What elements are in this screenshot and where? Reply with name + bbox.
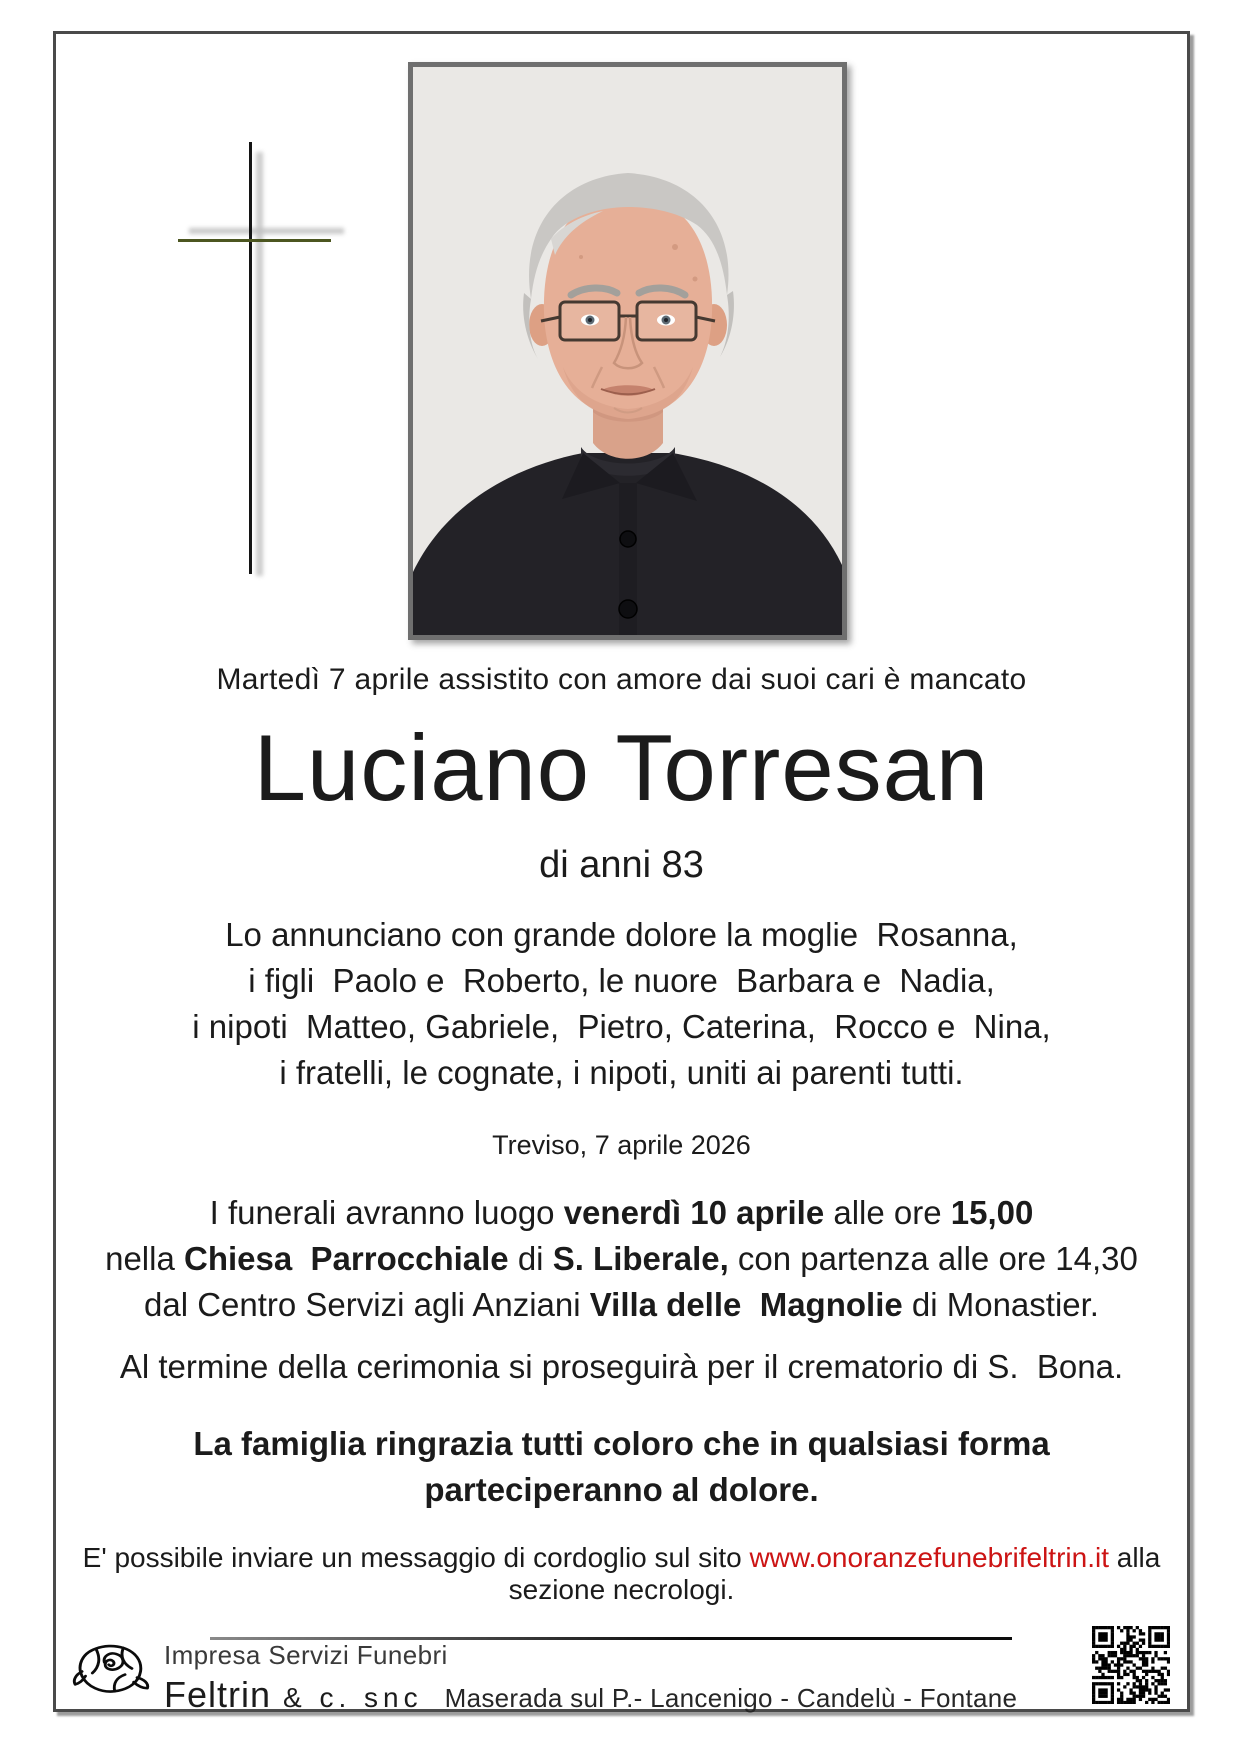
announcement-line: i figli Paolo e Roberto, le nuore Barbara e Nadia, (248, 962, 995, 999)
funeral-home-info (164, 1640, 1017, 1716)
cross-bar-green (178, 239, 331, 242)
qr-code-icon (1092, 1626, 1170, 1704)
text-segment: E' possibile inviare un messaggio di cordoglio sul sito (82, 1542, 750, 1573)
thanks-line: parteciperanno al dolore. (424, 1471, 819, 1508)
condolence-site-link[interactable]: www.onoranzefunebrifeltrin.it (749, 1542, 1109, 1573)
cross-shadow-horizontal (189, 228, 344, 234)
cremation-line: Al termine della cerimonia si proseguirà per il crematorio di S. Bona. (119, 1348, 1124, 1385)
announcement-line: i nipoti Matteo, Gabriele, Pietro, Caterina, Rocco e Nina, (192, 1008, 1051, 1045)
place-date-line: Treviso, 7 aprile 2026 (492, 1130, 751, 1160)
funeral-line (56, 1190, 1187, 1236)
announcement-line: Lo annunciano con grande dolore la moglie Rosanna, (225, 916, 1018, 953)
text-segment: alle ore (824, 1194, 951, 1231)
text-segment: I funerali avranno luogo (209, 1194, 564, 1231)
text-segment: dal Centro Servizi agli Anziani (144, 1286, 590, 1323)
cross-shadow-vertical (256, 152, 263, 576)
family-thanks-paragraph (56, 1421, 1187, 1513)
obituary-card (53, 31, 1190, 1715)
text-segment: alla sezione necrologi. (508, 1542, 1169, 1605)
text-segment: con partenza alle ore 14,30 (728, 1240, 1138, 1277)
text-segment: 15,00 (950, 1194, 1034, 1231)
funeral-home-tagline: Impresa Servizi Funebri (164, 1640, 448, 1670)
funeral-home-name: Feltrin (164, 1674, 272, 1715)
thanks-line: La famiglia ringrazia tutti coloro che in qualsiasi forma (193, 1425, 1050, 1462)
text-segment: S. Liberale, (552, 1240, 729, 1277)
text-segment: di Monastier. (902, 1286, 1099, 1323)
funeral-home-suffix: & c. snc (283, 1682, 423, 1713)
rose-flower-line-art-icon (70, 1632, 156, 1708)
condolence-message-line (56, 1542, 1187, 1606)
text-segment: venerdì 10 aprile (563, 1194, 825, 1231)
age-line: di anni 83 (539, 844, 704, 886)
funeral-details-paragraph (56, 1190, 1187, 1328)
text-segment: di (508, 1240, 553, 1277)
portrait-illustration (413, 67, 842, 635)
text-segment: nella (105, 1240, 184, 1277)
christian-cross-icon (249, 142, 252, 574)
announcement-line: i fratelli, le cognate, i nipoti, uniti ai parenti tutti. (279, 1054, 964, 1091)
deceased-name: Luciano Torresan (253, 715, 990, 820)
intro-line: Martedì 7 aprile assistito con amore dai suoi cari è mancato (216, 663, 1027, 696)
funeral-home-brand-row (164, 1674, 1017, 1716)
funeral-line (56, 1282, 1187, 1328)
funeral-home-locations: Maserada sul P.- Lancenigo - Candelù - Fontane (444, 1683, 1018, 1713)
text-segment: Villa delle Magnolie (589, 1286, 903, 1323)
funeral-line (56, 1236, 1187, 1282)
portrait-photo (408, 62, 847, 640)
announcement-paragraph (56, 912, 1187, 1096)
text-segment: Chiesa Parrocchiale (183, 1240, 509, 1277)
